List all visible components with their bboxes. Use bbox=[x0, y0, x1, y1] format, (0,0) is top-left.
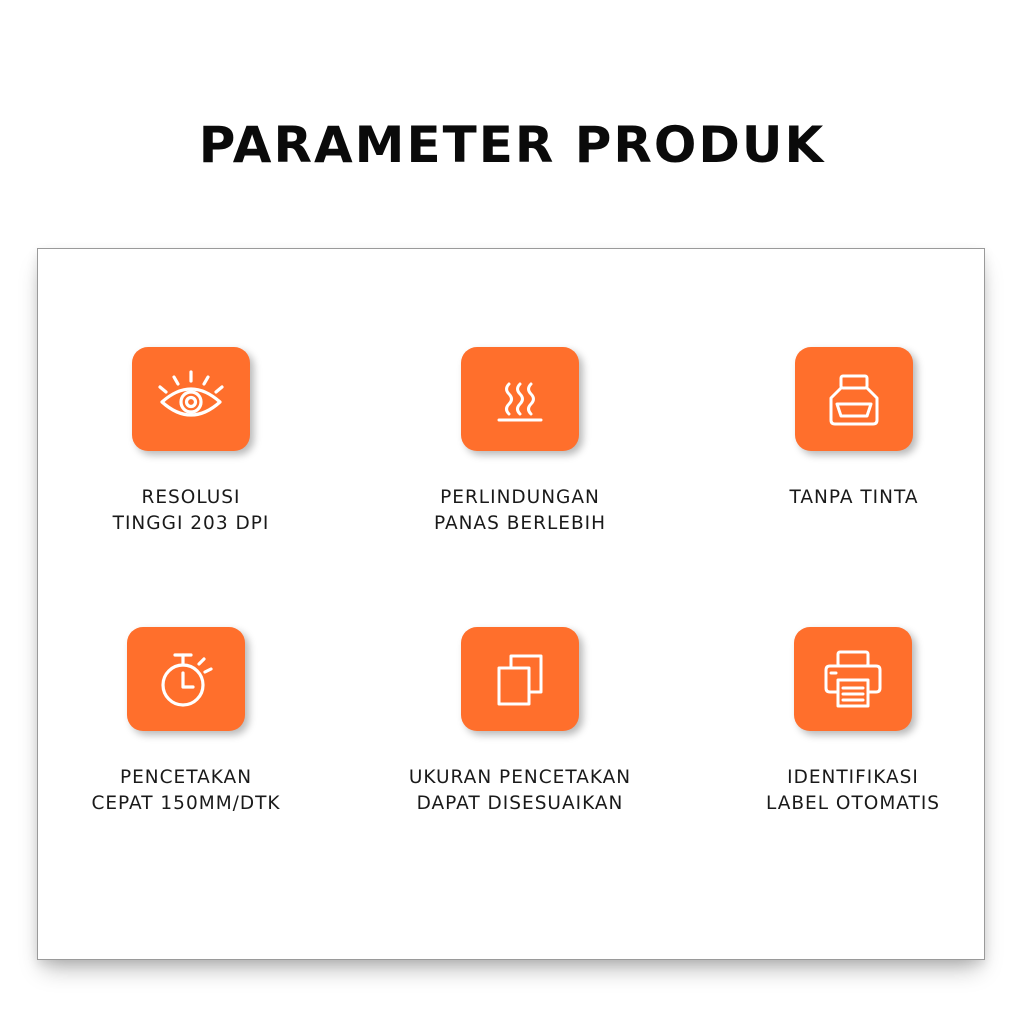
feature-label: IDENTIFIKASI LABEL OTOMATIS bbox=[765, 767, 941, 814]
feature-label: TANPA TINTA bbox=[789, 487, 919, 508]
feature-label: PENCETAKAN CEPAT 150MM/DTK bbox=[91, 767, 281, 814]
feature-overheat-protection bbox=[370, 347, 670, 537]
feature-label: PERLINDUNGAN PANAS BERLEBIH bbox=[433, 487, 607, 534]
printer-icon bbox=[794, 627, 912, 731]
feature-label: UKURAN PENCETAKAN DAPAT DISESUAIKAN bbox=[408, 767, 632, 814]
feature-auto-label-detection bbox=[703, 627, 1003, 817]
feature-no-ink bbox=[704, 347, 1004, 511]
feature-resolution bbox=[41, 347, 341, 537]
heat-icon bbox=[461, 347, 579, 451]
feature-card bbox=[37, 248, 985, 960]
page-title: PARAMETER PRODUK bbox=[198, 116, 826, 174]
feature-fast-printing bbox=[36, 627, 336, 817]
feature-label: RESOLUSI TINGGI 203 DPI bbox=[112, 487, 270, 534]
ink-bottle-icon bbox=[795, 347, 913, 451]
feature-custom-print-size bbox=[370, 627, 670, 817]
eye-icon bbox=[132, 347, 250, 451]
copy-pages-icon bbox=[461, 627, 579, 731]
stopwatch-icon bbox=[127, 627, 245, 731]
